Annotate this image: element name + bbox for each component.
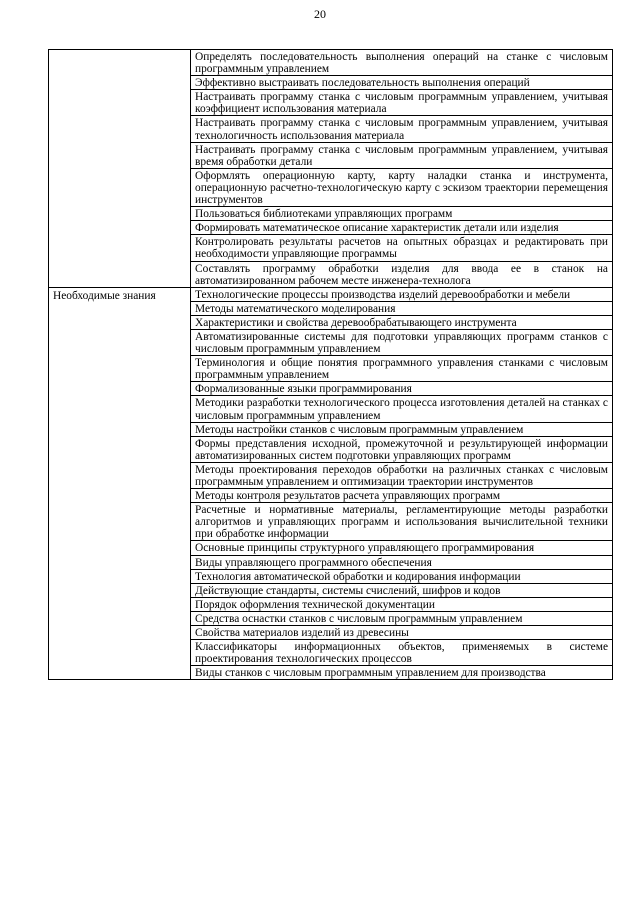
list-item: Контролировать результаты расчетов на опытных образцах и редактировать при необходимости управляющие программы: [191, 235, 613, 261]
list-item: Автоматизированные системы для подготовки управляющих программ станков с числовым программным управлением: [191, 329, 613, 355]
table-row: [49, 50, 613, 76]
list-item: Виды станков с числовым программным управлением для производства: [191, 666, 613, 680]
list-item: Действующие стандарты, системы счислений, шифров и кодов: [191, 583, 613, 597]
list-item: Методы контроля результатов расчета управляющих программ: [191, 489, 613, 503]
list-item: Эффективно выстраивать последовательность выполнения операций: [191, 76, 613, 90]
list-item: Терминология и общие понятия программного управления станками с числовым программным управлением: [191, 356, 613, 382]
table-body: [49, 50, 613, 680]
list-item: Определять последовательность выполнения операций на станке с числовым программным управлением: [191, 50, 613, 76]
list-item: Характеристики и свойства деревообрабатывающего инструмента: [191, 315, 613, 329]
list-item: Формализованные языки программирования: [191, 382, 613, 396]
list-item: Формировать математическое описание характеристик детали или изделия: [191, 221, 613, 235]
list-item: Составлять программу обработки изделия для ввода ее в станок на автоматизированном рабочем месте инженера-технолога: [191, 261, 613, 287]
list-item: Методики разработки технологического процесса изготовления деталей на станках с числовым программным управлением: [191, 396, 613, 422]
list-item: Технологические процессы производства изделий деревообработки и мебели: [191, 287, 613, 301]
list-item: Настраивать программу станка с числовым программным управлением, учитывая коэффициент использования материала: [191, 90, 613, 116]
list-item: Методы проектирования переходов обработки на различных станках с числовым программным управлением и оптимизации траектории инструментов: [191, 462, 613, 488]
list-item: Технология автоматической обработки и кодирования информации: [191, 569, 613, 583]
competency-table: [48, 49, 613, 680]
section-label: [49, 50, 191, 288]
list-item: Порядок оформления технической документации: [191, 597, 613, 611]
list-item: Пользоваться библиотеками управляющих программ: [191, 207, 613, 221]
list-item: Настраивать программу станка с числовым программным управлением, учитывая время обработки детали: [191, 142, 613, 168]
list-item: Классификаторы информационных объектов, применяемых в системе проектирования технологических процессов: [191, 640, 613, 666]
list-item: Виды управляющего программного обеспечения: [191, 555, 613, 569]
list-item: Методы математического моделирования: [191, 301, 613, 315]
list-item: Средства оснастки станков с числовым программным управлением: [191, 611, 613, 625]
section-label: Необходимые знания: [49, 287, 191, 680]
list-item: Методы настройки станков с числовым программным управлением: [191, 422, 613, 436]
table-row: [49, 287, 613, 301]
list-item: Формы представления исходной, промежуточной и результирующей информации автоматизированных систем подготовки управляющих программ: [191, 436, 613, 462]
list-item: Настраивать программу станка с числовым программным управлением, учитывая технологичность использования материала: [191, 116, 613, 142]
list-item: Свойства материалов изделий из древесины: [191, 626, 613, 640]
page-number: 20: [314, 7, 326, 21]
list-item: Расчетные и нормативные материалы, регламентирующие методы разработки алгоритмов и управляющих программ и использования вычислительной техники при обработке информации: [191, 503, 613, 541]
list-item: Основные принципы структурного управляющего программирования: [191, 541, 613, 555]
list-item: Оформлять операционную карту, карту наладки станка и инструмента, операционную расчетно-технологическую карту с эскизом траектории перемещения инструментов: [191, 168, 613, 206]
